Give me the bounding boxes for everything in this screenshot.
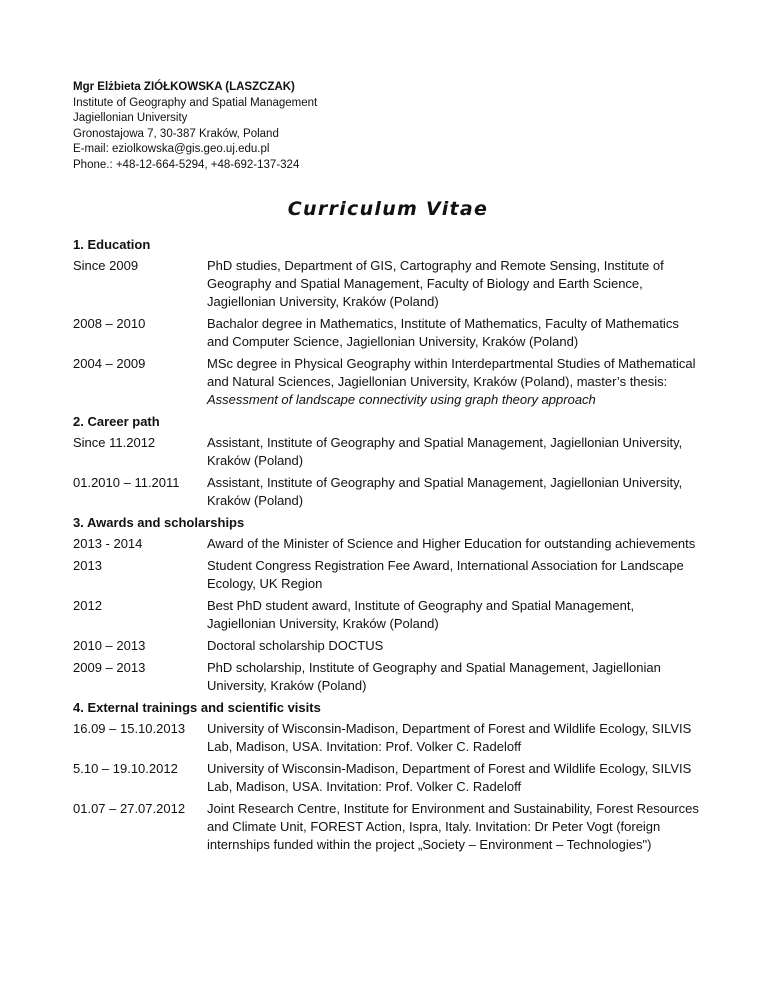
header-line-email: E-mail: eziolkowska@gis.geo.uj.edu.pl [73, 143, 270, 155]
header-line-address: Gronostajowa 7, 30-387 Kraków, Poland [73, 127, 279, 140]
person-name: Mgr Elżbieta ZIÓŁKOWSKA (LASZCZAK) [73, 81, 295, 93]
entry [73, 557, 703, 593]
entry [73, 597, 703, 633]
entry-date: 2012 [73, 598, 102, 613]
header-line-phone: Phone.: +48-12-664-5294, +48-692-137-324 [73, 158, 300, 171]
entry-date: 2008 – 2010 [73, 316, 146, 331]
entry-date: Since 2009 [73, 258, 139, 273]
entry-date: 16.09 – 15.10.2013 [73, 721, 186, 736]
document-title: Curriculum Vitae [287, 198, 489, 220]
entry-text: Best PhD student award, Institute of Geography and Spatial Management, Jagiellonian University, Kraków (Poland) [207, 598, 635, 631]
section-career [73, 413, 703, 510]
entry-text-with-thesis [207, 355, 703, 409]
entry-text: University of Wisconsin-Madison, Department of Forest and Wildlife Ecology, SILVIS Lab, Madison, USA. Invitation: Prof. Volker C. Radeloff [207, 761, 692, 794]
entry-text: Bachalor degree in Mathematics, Institute of Mathematics, Faculty of Mathematics and Computer Science, Jagiellonian University, Kraków (Poland) [207, 316, 679, 349]
contact-header [73, 80, 703, 173]
entry-text: University of Wisconsin-Madison, Department of Forest and Wildlife Ecology, SILVIS Lab, Madison, USA. Invitation: Prof. Volker C. Radeloff [207, 721, 692, 754]
entry-text: Assistant, Institute of Geography and Spatial Management, Jagiellonian University, Kraków (Poland) [207, 435, 683, 468]
entry-text: Joint Research Centre, Institute for Environment and Sustainability, Forest Resources and Climate Unit, FOREST Action, Ispra, Italy. Invitation: Dr Peter Vogt (foreign internships funded within the project „Society – Environment – Technologies") [207, 801, 699, 852]
entry-text: Student Congress Registration Fee Award, International Association for Landscape Ecology, UK Region [207, 558, 684, 591]
entry-date: 2013 - 2014 [73, 536, 143, 551]
entry [73, 355, 703, 409]
section-heading: 3. Awards and scholarships [73, 515, 245, 530]
header-line-institute: Institute of Geography and Spatial Management [73, 96, 318, 109]
entry-date: 01.2010 – 11.2011 [73, 475, 180, 490]
cv-page [73, 80, 703, 858]
entry [73, 434, 703, 470]
entry [73, 257, 703, 311]
header-line-university: Jagiellonian University [73, 112, 188, 124]
section-heading: 2. Career path [73, 414, 160, 429]
section-education [73, 236, 703, 409]
entry [73, 659, 703, 695]
entry [73, 637, 703, 655]
entry [73, 315, 703, 351]
entry-text: Assistant, Institute of Geography and Spatial Management, Jagiellonian University, Kraków (Poland) [207, 475, 683, 508]
entry-text: MSc degree in Physical Geography within Interdepartmental Studies of Mathematical and Natural Sciences, Jagiellonian University, Kraków (Poland), master’s thesis: [207, 356, 696, 389]
entry-text: PhD studies, Department of GIS, Cartography and Remote Sensing, Institute of Geography and Spatial Management, Faculty of Biology and Earth Science, Jagiellonian University, Kraków (Poland) [207, 258, 664, 309]
entry-date: 5.10 – 19.10.2012 [73, 761, 178, 776]
entry-text: Award of the Minister of Science and Higher Education for outstanding achievements [207, 536, 696, 551]
entry-text: PhD scholarship, Institute of Geography and Spatial Management, Jagiellonian University, Kraków (Poland) [207, 660, 661, 693]
entry-date: Since 11.2012 [73, 435, 156, 450]
section-heading: 4. External trainings and scientific visits [73, 700, 321, 715]
entry-text: Doctoral scholarship DOCTUS [207, 638, 384, 653]
entry-date: 2009 – 2013 [73, 660, 146, 675]
entry [73, 474, 703, 510]
entry-date: 2013 [73, 558, 102, 573]
entry-date: 01.07 – 27.07.2012 [73, 801, 186, 816]
entry [73, 800, 703, 854]
entry [73, 720, 703, 756]
entry-date: 2010 – 2013 [73, 638, 146, 653]
entry-date: 2004 – 2009 [73, 356, 146, 371]
section-trainings [73, 699, 703, 854]
section-heading: 1. Education [73, 237, 151, 252]
thesis-title: Assessment of landscape connectivity using graph theory approach [207, 392, 596, 407]
section-awards [73, 514, 703, 695]
entry [73, 535, 703, 553]
entry [73, 760, 703, 796]
